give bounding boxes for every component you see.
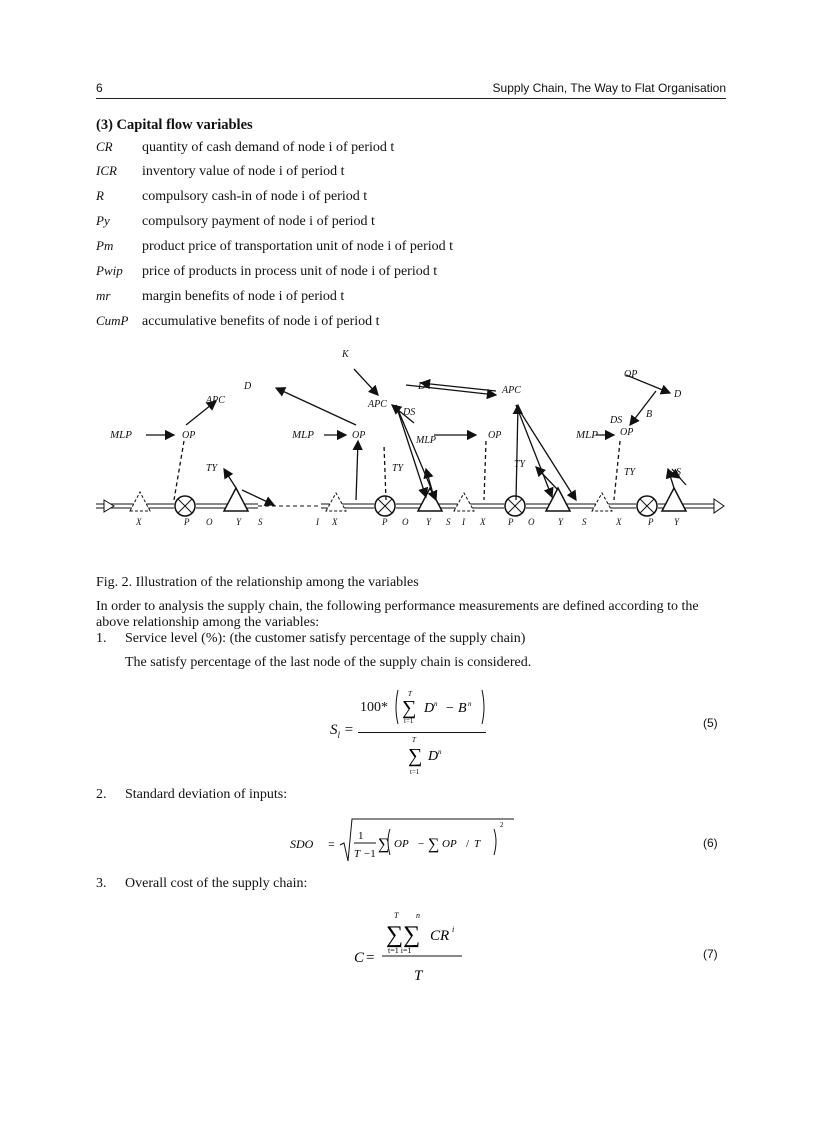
header-rule xyxy=(96,98,726,99)
label-mlpn: MLP xyxy=(576,429,598,441)
diagram-labels xyxy=(109,349,682,478)
flow-label: Y xyxy=(426,517,432,527)
svg-text:n: n xyxy=(468,700,472,708)
svg-text:T: T xyxy=(414,968,423,984)
label-ds-i: DS xyxy=(403,407,416,418)
label-tyi1: TY xyxy=(514,459,526,470)
label-d-n: D xyxy=(674,389,682,400)
label-apci: APC xyxy=(368,399,387,410)
svg-text:n: n xyxy=(438,748,442,756)
flow-label: X xyxy=(480,517,486,527)
svg-text:∑: ∑ xyxy=(402,697,417,719)
flow-label: X xyxy=(616,517,622,527)
svg-text:T: T xyxy=(354,848,361,860)
variable-symbol: mr xyxy=(96,288,111,303)
item3-title: Overall cost of the supply chain: xyxy=(125,876,308,891)
flow-label: P xyxy=(648,517,654,527)
label-k: K xyxy=(342,349,349,360)
equation-7-number: (7) xyxy=(703,947,718,961)
flow-label: P xyxy=(382,517,388,527)
label-mlpi: MLP xyxy=(292,429,314,441)
variable-description: compulsory payment of node i of period t xyxy=(142,214,375,229)
svg-text:D: D xyxy=(428,749,439,764)
running-title: Supply Chain, The Way to Flat Organisation xyxy=(492,81,726,95)
flow-label: I xyxy=(316,517,319,527)
svg-text:C: C xyxy=(354,950,365,966)
flow-label: X xyxy=(136,517,142,527)
svg-text:t=1: t=1 xyxy=(404,717,414,725)
label-opi: OP xyxy=(352,430,366,441)
section-title: (3) Capital flow variables xyxy=(96,117,253,133)
svg-text:2: 2 xyxy=(500,821,504,829)
svg-text:CR: CR xyxy=(430,928,450,944)
variable-description: quantity of cash demand of node i of period t xyxy=(142,140,395,155)
variable-description: price of products in process unit of node i of period t xyxy=(142,264,438,279)
variable-symbol: Pm xyxy=(96,238,114,253)
variable-row xyxy=(96,188,367,208)
svg-text:∑: ∑ xyxy=(428,836,440,853)
item1-detail: The satisfy percentage of the last node of the supply chain is considered. xyxy=(125,655,532,670)
flow-label: O xyxy=(402,517,409,527)
label-d-i: D xyxy=(418,381,426,392)
svg-text:B: B xyxy=(458,701,467,716)
flow-label: S xyxy=(582,517,587,527)
flow-label: S xyxy=(258,517,263,527)
label-ds-n: DS xyxy=(610,415,623,426)
svg-text:−1: −1 xyxy=(364,848,376,860)
variable-symbol: R xyxy=(96,188,104,203)
variable-row xyxy=(96,213,375,233)
process-node-1 xyxy=(175,496,195,516)
svg-text:=: = xyxy=(328,837,335,851)
variable-description: inventory value of node i of period t xyxy=(142,164,345,179)
label-op1: OP xyxy=(182,430,196,441)
svg-text:=: = xyxy=(366,950,375,966)
label-opn: OP xyxy=(620,427,634,438)
variable-symbol: ICR xyxy=(96,163,117,178)
label-d-prev: D xyxy=(244,381,252,392)
label-b-n: B xyxy=(646,409,653,420)
page-number: 6 xyxy=(96,81,103,95)
process-node-i1 xyxy=(505,496,525,516)
label-mlpi1: MLP xyxy=(416,435,436,446)
item2-title: Standard deviation of inputs: xyxy=(125,787,288,802)
svg-text:1: 1 xyxy=(358,830,364,842)
label-tyn: TY xyxy=(624,467,636,478)
intro-paragraph: In order to analysis the supply chain, the following performance measurements are defined according to the above relationship among the variables: xyxy=(96,599,699,630)
variable-description: product price of transportation unit of node i of period t xyxy=(142,239,454,254)
svg-text:T: T xyxy=(394,911,399,920)
item1-number: 1. xyxy=(96,631,107,646)
svg-text:t=1 i=1: t=1 i=1 xyxy=(388,946,412,955)
svg-text:∑∑: ∑∑ xyxy=(386,922,421,948)
flow-label: I xyxy=(462,517,465,527)
equation-7 xyxy=(352,908,472,994)
svg-text:SDO: SDO xyxy=(290,837,314,851)
equation-5-number: (5) xyxy=(703,716,718,730)
svg-text:n: n xyxy=(416,911,420,920)
variable-row xyxy=(96,288,344,308)
process-node-i xyxy=(375,496,395,516)
variable-description: compulsory cash-in of node i of period t xyxy=(142,189,368,204)
label-op-out: OP xyxy=(624,369,638,380)
label-ty1: TY xyxy=(206,463,218,474)
flow-variable-labels xyxy=(135,517,680,527)
variable-row xyxy=(96,313,380,333)
label-sn: S xyxy=(676,467,681,478)
flow-label: Y xyxy=(674,517,680,527)
variable-symbol: Pwip xyxy=(96,263,123,278)
flow-label: P xyxy=(184,517,190,527)
equation-6 xyxy=(290,815,530,865)
variable-row xyxy=(96,238,453,258)
variable-row xyxy=(96,163,345,183)
svg-text:D: D xyxy=(424,701,435,716)
svg-text:T: T xyxy=(412,736,416,744)
svg-text:∑: ∑ xyxy=(378,836,390,853)
process-node-n xyxy=(637,496,657,516)
equation-5: $S_l$ = 100* T ∑ t=1 D n − B n T ∑ t=1 D n xyxy=(330,688,490,778)
svg-text:/: / xyxy=(466,838,470,850)
relationship-diagram xyxy=(96,345,736,535)
label-mlp1: MLP xyxy=(110,429,132,441)
svg-text:n: n xyxy=(434,700,438,708)
figure-caption: Fig. 2. Illustration of the relationship among the variables xyxy=(96,575,419,590)
variable-symbol: Py xyxy=(96,213,110,228)
svg-text:OP: OP xyxy=(394,838,409,850)
svg-text:T: T xyxy=(408,690,412,698)
svg-text:−: − xyxy=(446,701,454,716)
variable-row xyxy=(96,263,437,283)
item3-number: 3. xyxy=(96,876,107,891)
flow-label: Y xyxy=(236,517,242,527)
svg-text:i: i xyxy=(452,925,455,934)
svg-text:−: − xyxy=(418,838,425,850)
flow-label: P xyxy=(508,517,514,527)
equation-6-number: (6) xyxy=(703,836,718,850)
flow-label: O xyxy=(528,517,535,527)
variable-symbol: CumP xyxy=(96,313,129,328)
variable-symbol: CR xyxy=(96,139,113,154)
svg-text:t=1: t=1 xyxy=(410,768,420,776)
variable-row xyxy=(96,139,394,159)
svg-text:∑: ∑ xyxy=(408,745,423,767)
flow-label: O xyxy=(206,517,213,527)
item2-number: 2. xyxy=(96,787,107,802)
label-tyi: TY xyxy=(392,463,404,474)
item1-title: Service level (%): (the customer satisfy percentage of the supply chain) xyxy=(125,631,526,646)
flow-label: S xyxy=(446,517,451,527)
label-opi1: OP xyxy=(488,430,502,441)
label-apci1: APC xyxy=(502,385,521,396)
svg-text:OP: OP xyxy=(442,838,457,850)
variable-description: accumulative benefits of node i of period t xyxy=(142,314,380,329)
svg-text:T: T xyxy=(474,838,481,850)
flow-label: Y xyxy=(558,517,564,527)
variable-description: margin benefits of node i of period t xyxy=(142,289,345,304)
flow-label: X xyxy=(332,517,338,527)
label-apc1: APC xyxy=(206,395,225,406)
